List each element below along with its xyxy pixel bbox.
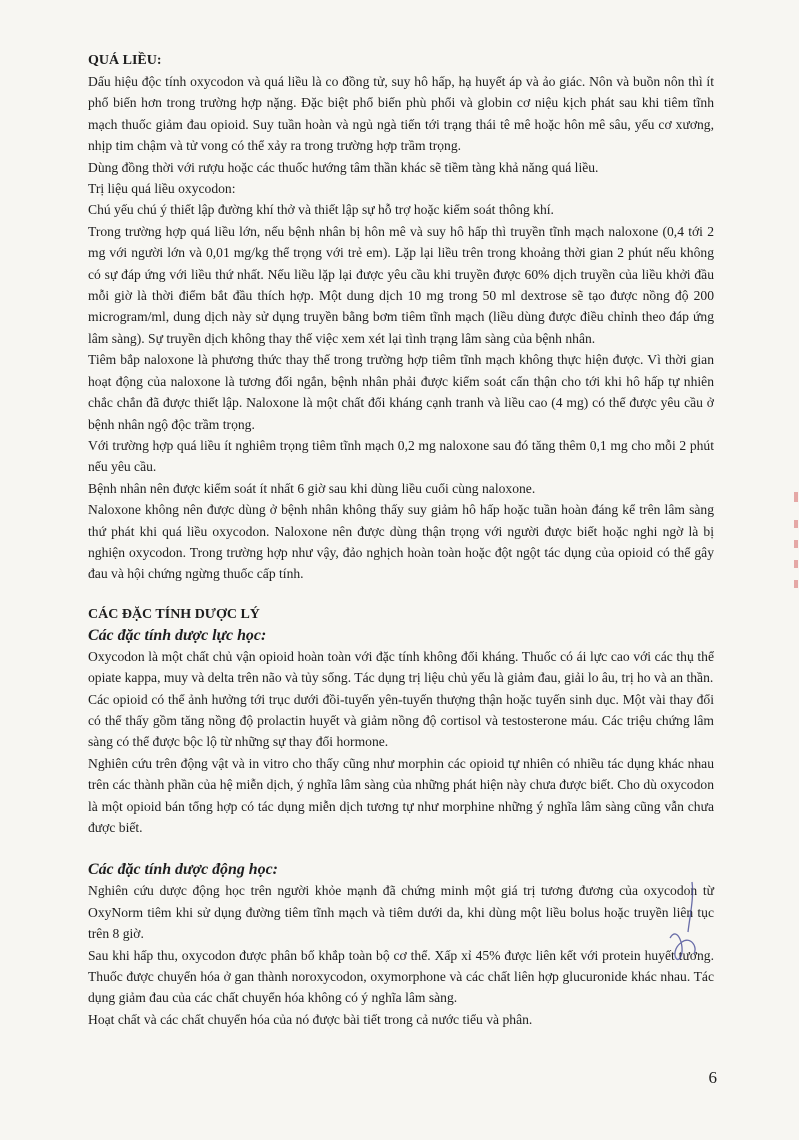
- section-title-pharmacology: CÁC ĐẶC TÍNH DƯỢC LÝ: [88, 606, 260, 622]
- paragraph: Trị liệu quá liều oxycodon:: [88, 181, 236, 197]
- subsection-title-pharmacokinetics: Các đặc tính dược động học:: [88, 861, 278, 879]
- paragraph: Naloxone không nên được dùng ở bệnh nhân không thấy suy giảm hô hấp hoặc tuần hoàn đáng kể trên lâm sàng thứ phát khi quá liều oxycodon. Naloxone nên được dùng thận trọng với người được biết hoặc nghi ngờ là bị nghiện oxycodon. Trong trường hợp như vậy, đảo nghịch hoàn toàn hoặc đột ngột tác dụng của opioid có thể gây đau và hội chứng ngừng thuốc cấp tính.: [88, 502, 714, 582]
- paragraph: Sau khi hấp thu, oxycodon được phân bố khắp toàn bộ cơ thể. Xấp xỉ 45% được liên kết với protein huyết tương. Thuốc được chuyển hóa ở gan thành noroxycodon, oxymorphone và các chất liên hợp glucuronide khác nhau. Tác dụng giảm đau của các chất chuyển hóa không có ý nghĩa lâm sàng.: [88, 947, 714, 1006]
- paragraph: Chú yếu chú ý thiết lập đường khí thở và thiết lập sự hỗ trợ hoặc kiểm soát thông khí.: [88, 202, 554, 218]
- document-page: [88, 50, 714, 1030]
- paragraph: Trong trường hợp quá liều lớn, nếu bệnh nhân bị hôn mê và suy hô hấp thì truyền tĩnh mạch naloxone (0,4 tới 2 mg với người lớn và 0,01 mg/kg thể trọng với trẻ em). Lặp lại liều trên trong khoảng thời gian 2 phút nếu không có sự đáp ứng với liều thứ nhất. Nếu liều lặp lại được yêu cầu khi truyền được 60% dịch truyền của liều khởi đầu mỗi giờ là thời điểm bắt đầu thích hợp. Một dung dịch 10 mg trong 50 ml dextrose sẽ tạo được nồng độ 200 microgram/ml, dung dịch này sử dụng truyền bằng bơm tiêm tĩnh mạch (liều dùng được điều chỉnh theo đáp ứng lâm sàng). Sự truyền dịch không thay thế việc xem xét lại tình trạng lâm sàng của bệnh nhân.: [88, 223, 714, 346]
- edge-stamp-fragment: [789, 490, 799, 600]
- paragraph: Bệnh nhân nên được kiểm soát ít nhất 6 giờ sau khi dùng liều cuối cùng naloxone.: [88, 480, 536, 496]
- page-number: 6: [708, 1068, 717, 1087]
- paragraph: Nghiên cứu trên động vật và in vitro cho thấy cũng như morphin các opioid tự nhiên có nhiều tác dụng khác nhau trên các thành phần của hệ miễn dịch, ý nghĩa lâm sàng của những phát hiện này chưa được biết. Cho dù oxycodon là một opioid bán tổng hợp có tác dụng miễn dịch tương tự như morphine những ý nghĩa lâm sàng cũng vẫn chưa được biết.: [88, 755, 714, 835]
- paragraph: Tiêm bắp naloxone là phương thức thay thế trong trường hợp tiêm tĩnh mạch không thực hiện được. Vì thời gian hoạt động của naloxone là tương đối ngắn, bệnh nhân phải được kiểm soát cẩn thận cho tới khi hô hấp tự nhiên chắc chắn đã được thiết lập. Naloxone là một chất đối kháng cạnh tranh và liều cao (4 mg) có thể được yêu cầu ở bệnh nhân ngộ độc trầm trọng.: [88, 352, 714, 432]
- subsection-title-pharmacodynamics: Các đặc tính dược lực học:: [88, 626, 267, 644]
- paragraph: Oxycodon là một chất chủ vận opioid hoàn toàn với đặc tính không đối kháng. Thuốc có ái lực cao với các thụ thể opiate kappa, muy và delta trên não và tủy sống. Tác dụng trị liệu chủ yếu là giảm đau, giải lo âu, trị ho và an thần.: [88, 648, 714, 686]
- paragraph: Nghiên cứu dược động học trên người khỏe mạnh đã chứng minh một giá trị tương đương của oxycodon từ OxyNorm tiêm khi sử dụng đường tiêm tĩnh mạch và tiêm dưới da, khi dùng một liều bolus hoặc truyền liên tục trên 8 giờ.: [88, 883, 714, 942]
- section-title-overdose: QUÁ LIỀU:: [88, 53, 162, 68]
- paragraph: Dùng đồng thời với rượu hoặc các thuốc hướng tâm thần khác sẽ tiềm tàng khả năng quá liều.: [88, 159, 599, 175]
- spacer: [88, 838, 714, 859]
- paragraph: Các opioid có thể ảnh hưởng tới trục dưới đồi-tuyến yên-tuyến thượng thận hoặc tuyến sinh dục. Một vài thay đổi có thể thấy gồm tăng nồng độ prolactin huyết và giảm nồng độ cortisol và testosterone máu. Các triệu chứng lâm sàng có thể được bộc lộ từ những sự thay đổi hormone.: [88, 691, 714, 750]
- paragraph: Hoạt chất và các chất chuyển hóa của nó được bài tiết trong cả nước tiểu và phân.: [88, 1011, 533, 1027]
- spacer: [88, 585, 714, 604]
- paragraph: Dấu hiệu độc tính oxycodon và quá liều là co đồng tử, suy hô hấp, hạ huyết áp và ảo giác. Nôn và buồn nôn thì ít phổ biến hơn trong trường hợp nặng. Đặc biệt phổ biến phù phổi và globin cơ niệu kịch phát sau khi tiêm tĩnh mạch thuốc giảm đau opioid. Suy tuần hoàn và ngủ ngà tiến tới trạng thái tê mê hoặc hôn mê sâu, yếu cơ xương, nhịp tim chậm và tử vong có thể xảy ra trong trường hợp trầm trọng.: [88, 74, 714, 154]
- paragraph: Với trường hợp quá liều ít nghiêm trọng tiêm tĩnh mạch 0,2 mg naloxone sau đó tăng thêm 0,1 mg cho mỗi 2 phút nếu yêu cầu.: [88, 437, 714, 475]
